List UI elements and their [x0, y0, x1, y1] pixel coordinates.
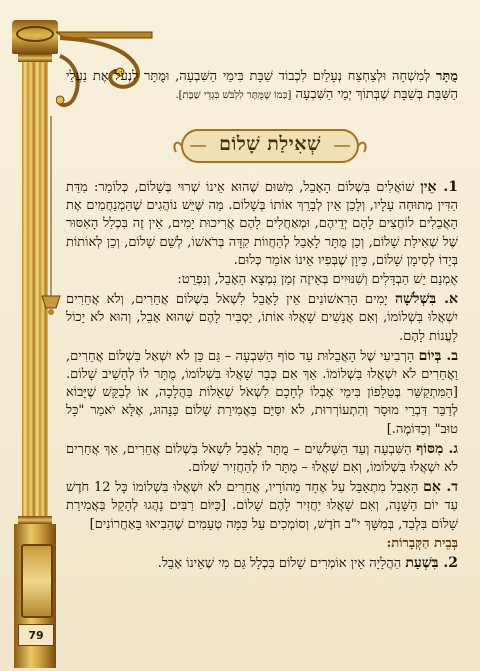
lead-word: א. בִּשְׁלֹשָׁה [394, 291, 458, 308]
column-pedestal [14, 524, 56, 668]
lead-word: ד. אִם [423, 479, 458, 496]
citation: [כְּמוֹ שֶׁמֻּתָּר לִלְבֹּשׁ בִּגְדֵי שַׁבָּת]. [175, 90, 292, 102]
section-title-frame [172, 124, 368, 168]
intro-paragraph [66, 68, 458, 105]
lead-word: 2. בִּשְׁעַת [405, 555, 458, 572]
paragraph-1 [66, 178, 458, 270]
paragraph-text: הַשִּׁבְעָה וְעַד הַשְּׁלֹשִׁים – מֻתָּר לָאָבֵל לִשְׁאֹל בִּשְׁלוֹם אֲחֵרִים, אַךְ אֲחֵרִים לֹא יִשְׁאֲלוּ בִּשְׁלוֹמוֹ, וְאִם שָׁאֲלוּ – מֻתָּר לוֹ לְהַחֲזִיר שָׁלוֹם. [66, 441, 458, 476]
item-b [66, 347, 458, 439]
page-number: 79 [18, 624, 54, 646]
paragraph-text: הָרְבִיעִי שֶׁל הָאֲבֵלוּת עַד סוֹף הַשִּׁבְעָה – גַּם כֵּן לֹא יִשְׁאַל בִּשְׁלוֹם אֲחֵרִים, וַאֲחֵרִים לֹא יִשְׁאֲלוּ בִּשְׁלוֹמוֹ. אַךְ אִם כְּבָר שָׁאֲלוּ בִּשְׁלוֹמוֹ, מֻתָּר לוֹ לְהָשִׁיב שָׁלוֹם. [הַמִּתְקַשֵּׁר בְּטֵלֵפוֹן בִּימֵי אֶבְלוֹ לְחָכָם לִשְׁאֹל שְׁאֵלוֹת בַּהֲלָכָה, אוֹ לְבַקֵּשׁ שֶׁיָּבוֹא לְדַבֵּר דִּבְרֵי מוּסָר וְהִתְעוֹרְרוּת, לֹא יִסַּיֵּם בַּאֲמִירַת שָׁלוֹם כַּנָּהוּג, אֶלָּא יֹאמַר "כָּל טוּב" וְכַדּוֹמֶה.] [66, 348, 458, 437]
item-d [66, 478, 458, 534]
paragraph-1-intro: אֻמְנָם יֵשׁ הַבְדָּלִים וְשִׁנּוּיִים בְּאֵיזֶה זְמַן נִמְצָא הָאָבֵל, וְנִפְרֵט: [177, 272, 458, 288]
pedestal-panel [21, 544, 53, 618]
lead-word: 1. אֵין [420, 179, 458, 195]
column-band [18, 516, 52, 524]
item-a [66, 290, 458, 346]
paragraph-2 [66, 554, 458, 573]
paragraph-text: הָאָבֵל מִתְאַבֵּל עַל אֶחָד מֵהוֹרָיו, אֲחֵרִים לֹא יִשְׁאֲלוּ בִּשְׁלוֹמוֹ כָּל 12 חֹדֶשׁ עַד יוֹם הַשָּׁנָה, וְאִם שָׁאֲלוּ יַחֲזִיר לָהֶם שָׁלוֹם. [כַּיּוֹם רַבִּים נָהֲגוּ לְהָקֵל בַּאֲמִירַת שָׁלוֹם בִּלְבַד, בְּמִשָּׁךְ י"ב חֹדֶשׁ, וְסוֹמְכִים עַל כַּמָּה טְעָמִים שֶׁהֵבִיאוּ בָּאַחֲרוֹנִים] [66, 480, 458, 532]
main-text [66, 178, 458, 574]
lead-word: ג. מִסּוֹף [416, 440, 459, 457]
hanging-lamp [40, 116, 62, 316]
paragraph-text: הַהֲלָיָה אֵין אוֹמְרִים שָׁלוֹם בִּכְלָל גַּם מִי שֶׁאֵינוֹ אָבֵל. [157, 556, 406, 572]
paragraph-text: יָמִים הָרִאשׁוֹנִים אֵין לָאָבֵל לִשְׁאֹל בִּשְׁלוֹם אֲחֵרִים, וְלֹא אֲחֵרִים יִשְׁאֲלוּ בִּשְׁלוֹמוֹ, וְאִם אֲנָשִׁים שָׁאֲלוּ אוֹתוֹ, יַסְבִּיר לָהֶם שֶׁהוּא אָבֵל, וְהוּא לֹא יָכוֹל לַעֲנוֹת לָהֶם. [66, 292, 458, 344]
item-c [66, 440, 458, 477]
subheading: בְּבֵית הַקְּבָרוֹת: [386, 535, 458, 551]
column-band [18, 54, 52, 62]
section-title: שְׁאִילַת שָׁלוֹם [219, 133, 321, 155]
lead-word: ב. בְּיוֹם [418, 347, 459, 364]
column-capital [12, 20, 58, 54]
lead-word: מֻתָּר [435, 69, 458, 84]
paragraph-text: לְמִשְׁחָה וּלְצַחְצַח נְעָלַיִם לִכְבוֹד שַׁבָּת בִּימֵי הַשִּׁבְעָה, וּמֻתָּר לִנְעֹל אֶת נַעֲלֵי הַשַּׁבָּת בְּשַׁבָּת שֶׁבְּתוֹךְ יְמֵי הַשִּׁבְעָה [66, 69, 458, 103]
paragraph-text: שׁוֹאֲלִים בִּשְׁלוֹם הָאָבֵל, מִשּׁוּם שֶׁהוּא אֵינוֹ שְׁרוּי בְּשָׁלוֹם, כְּלוֹמַר: מִדַּת הַדִּין מְתוּחָה עָלָיו, וְלָכֵן אֵין לְבָרֵךְ אוֹתוֹ בְּשָׁלוֹם. מַה שֶּׁיֵּשׁ נוֹהֲגִים שֶׁהַמְנַחֲמִים אֶת הָאֲבֵלִים לוֹחֲצִים לָהֶם יְדֵיהֶם, וּמְאַחֲלִים לָהֶם אֲרִיכוּת יָמִים, אֵין זֶה בִּכְלַל הָאִסּוּר שֶׁל שְׁאִילַת שָׁלוֹם, וְכֵן מֻתָּר לָאָבֵל לְהַחֲווֹת קִדָּה בְּרֹאשׁוֹ, לְשֵׁם שָׁלוֹם, וְכֵן לְאוֹתוֹת בְּיָדוֹ לְסִימָן שָׁלוֹם, כֵּיוָן שֶׁבְּפִיו אֵינוֹ אוֹמֵר כְּלוּם. [66, 180, 458, 268]
